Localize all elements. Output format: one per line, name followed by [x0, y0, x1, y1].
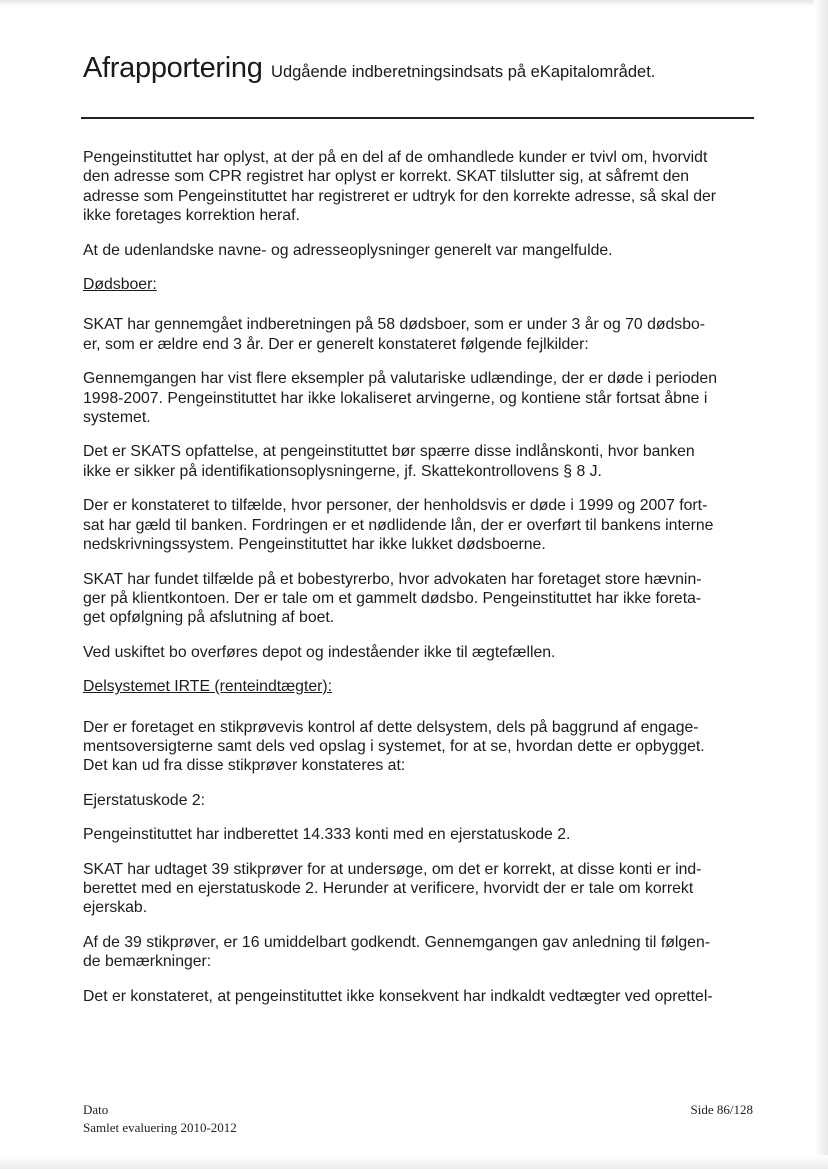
text-line: At de udenlandske navne- og adresseoplysninger generelt var mangelfulde. — [83, 241, 613, 259]
footer-report-name: Samlet evaluering 2010-2012 — [83, 1120, 237, 1135]
paragraph — [83, 933, 753, 972]
paragraph — [83, 369, 753, 427]
text-line: Gennemgangen har vist flere eksempler på valutariske udlændinge, der er døde i perioden — [83, 370, 717, 388]
page-footer — [83, 1101, 753, 1137]
text-line: Der er konstateret to tilfælde, hvor personer, der henholdsvis er døde i 1999 og 2007 fort- — [83, 497, 708, 515]
text-line: ger på klientkontoen. Der er tale om et gammelt dødsbo. Pengeinstituttet har ikke foreta- — [83, 589, 702, 607]
page-subtitle: Udgående indberetningsindsats på eKapitalområdet. — [271, 63, 656, 81]
section-heading — [83, 275, 753, 294]
paragraph — [83, 718, 753, 776]
text-line: berettet med en ejerstatuskode 2. Herunder at verificere, hvorvidt der er tale om korrekt — [83, 879, 694, 897]
text-line: Der er foretaget en stikprøvevis kontrol af dette delsystem, dels på baggrund af engage- — [83, 718, 699, 736]
text-line: get opfølgning på afslutning af boet. — [83, 609, 335, 627]
footer-page-number: Side 86/128 — [690, 1102, 753, 1117]
text-line: SKAT har udtaget 39 stikprøver for at undersøge, om det er korrekt, at disse konti er ind- — [83, 860, 702, 878]
text-line: Ejerstatuskode 2: — [83, 791, 206, 809]
text-line: Delsystemet IRTE (renteindtægter): — [83, 678, 333, 696]
paragraph — [83, 496, 753, 554]
text-line: ejerskab. — [83, 899, 148, 917]
text-line: SKAT har gennemgået indberetningen på 58 dødsboer, som er under 3 år og 70 dødsbo- — [83, 316, 706, 334]
paragraph — [83, 643, 753, 662]
header-divider — [81, 117, 754, 119]
text-line: SKAT har fundet tilfælde på et bobestyrerbo, hvor advokaten har foretaget store hævnin- — [83, 570, 702, 588]
scan-shadow-top — [0, 0, 828, 6]
text-line: den adresse som CPR registret har oplyst er korrekt. SKAT tilslutter sig, at såfremt den — [83, 168, 690, 186]
paragraph — [83, 791, 753, 810]
page-header — [83, 52, 763, 85]
text-line: systemet. — [83, 409, 151, 427]
scan-shadow-right — [814, 0, 828, 1169]
paragraph — [83, 442, 753, 481]
footer-left — [83, 1101, 753, 1137]
section-heading — [83, 677, 753, 696]
text-line: de bemærkninger: — [83, 953, 212, 971]
text-line: Det er konstateret, at pengeinstituttet ikke konsekvent har indkaldt vedtægter ved oprettel- — [83, 987, 713, 1005]
paragraph — [83, 241, 753, 260]
text-line: 1998-2007. Pengeinstituttet har ikke lokaliseret arvingerne, og kontiene står fortsat åbne i — [83, 389, 708, 407]
paragraph — [83, 825, 753, 844]
text-line: nedskrivningssystem. Pengeinstituttet har ikke lukket dødsboerne. — [83, 536, 546, 554]
page-title: Afrapportering — [83, 52, 263, 84]
scan-shadow-bottom — [0, 1155, 828, 1169]
footer-date-label: Dato — [83, 1102, 109, 1117]
text-line: sat har gæld til banken. Fordringen er et nødlidende lån, der er overført til bankens interne — [83, 516, 714, 534]
paragraph — [83, 987, 753, 1006]
text-line: Det er SKATS opfattelse, at pengeinstituttet bør spærre disse indlånskonti, hvor banken — [83, 443, 695, 461]
text-line: Pengeinstituttet har oplyst, at der på en del af de omhandlede kunder er tvivl om, hvorvidt — [83, 149, 708, 166]
text-line: ikke foretages korrektion heraf. — [83, 207, 300, 225]
text-line: er, som er ældre end 3 år. Der er generelt konstateret følgende fejlkilder: — [83, 335, 589, 353]
text-line: mentsoversigterne samt dels ved opslag i systemet, for at se, hvordan dette er opbygget. — [83, 737, 705, 755]
document-body — [83, 148, 753, 1021]
text-line: Det kan ud fra disse stikprøver konstateres at: — [83, 757, 406, 775]
paragraph — [83, 860, 753, 918]
paragraph — [83, 570, 753, 628]
text-line: Dødsboer: — [83, 276, 157, 294]
text-line: adresse som Pengeinstituttet har registreret er udtryk for den korrekte adresse, så skal der — [83, 187, 717, 205]
text-line: ikke er sikker på identifikationsoplysningerne, jf. Skattekontrollovens § 8 J. — [83, 462, 602, 480]
text-line: Af de 39 stikprøver, er 16 umiddelbart godkendt. Gennemgangen gav anledning til følgen- — [83, 933, 710, 951]
text-line: Ved uskiftet bo overføres depot og indeståender ikke til ægtefællen. — [83, 643, 556, 661]
text-line: Pengeinstituttet har indberettet 14.333 konti med en ejerstatuskode 2. — [83, 826, 571, 844]
paragraph — [83, 315, 753, 354]
paragraph — [83, 148, 753, 226]
